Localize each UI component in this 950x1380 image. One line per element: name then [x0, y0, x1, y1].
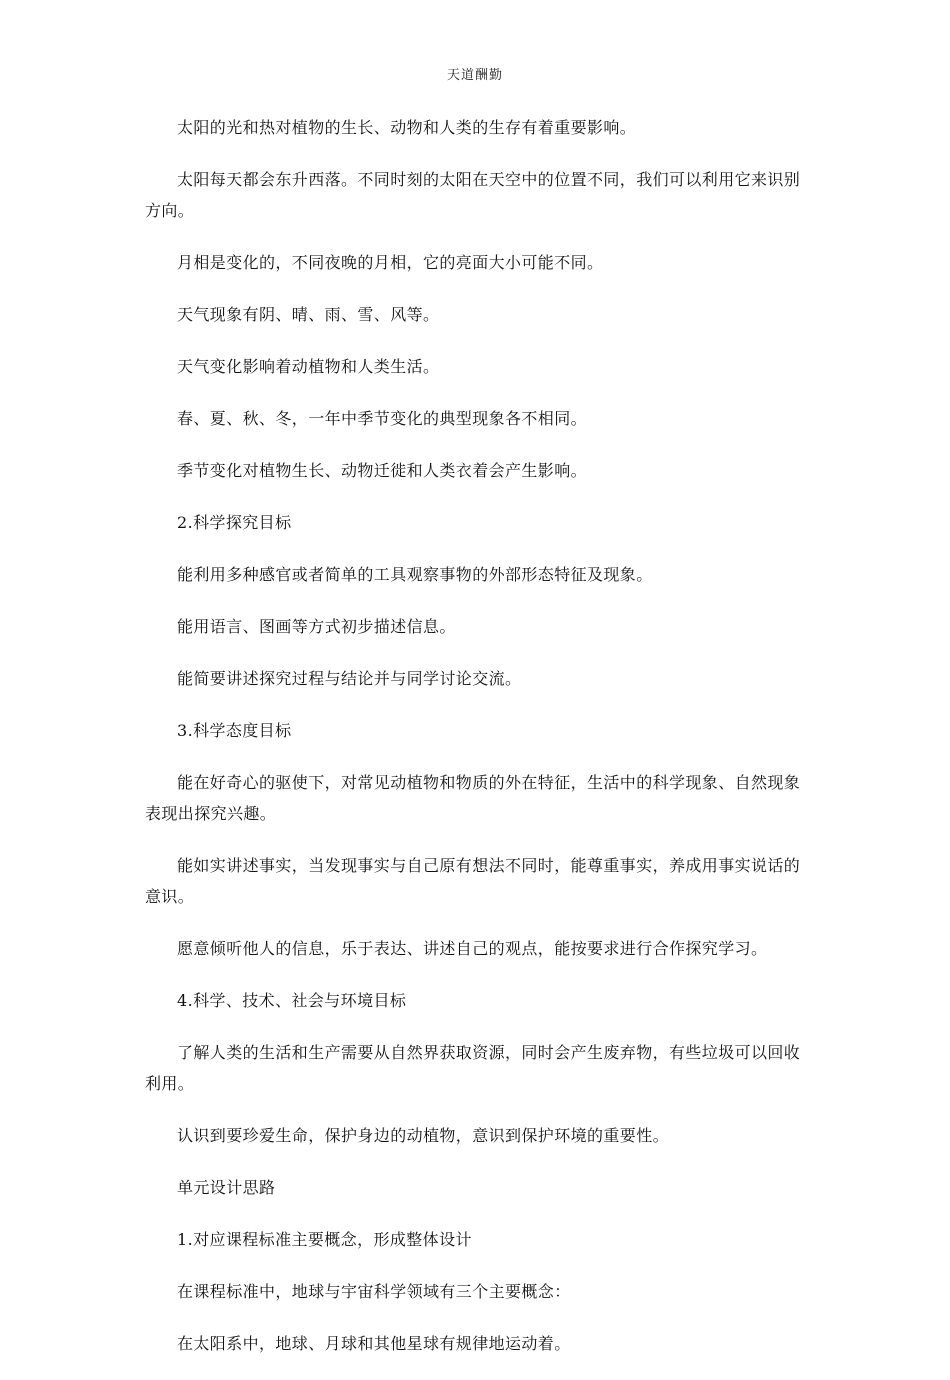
paragraph: 能用语言、图画等方式初步描述信息。: [177, 617, 456, 636]
paragraph: 天气现象有阴、晴、雨、雪、风等。: [177, 305, 440, 324]
paragraph: 天气变化影响着动植物和人类生活。: [177, 357, 440, 376]
document-body: [145, 112, 805, 1380]
section-heading: 2.科学探究目标: [177, 513, 292, 532]
paragraph: 在课程标准中，地球与宇宙科学领域有三个主要概念：: [177, 1282, 571, 1301]
paragraph: 春、夏、秋、冬，一年中季节变化的典型现象各不相同。: [177, 409, 588, 428]
paragraph: 了解人类的生活和生产需要从自然界获取资源，同时会产生废弃物，有些垃圾可以回收利用。: [145, 1043, 801, 1093]
paragraph: 愿意倾听他人的信息，乐于表达、讲述自己的观点，能按要求进行合作探究学习。: [177, 939, 768, 958]
paragraph: 能简要讲述探究过程与结论并与同学讨论交流。: [177, 669, 522, 688]
paragraph: 能利用多种感官或者简单的工具观察事物的外部形态特征及现象。: [177, 565, 653, 584]
section-heading: 3.科学态度目标: [177, 721, 292, 740]
section-heading: 单元设计思路: [177, 1178, 276, 1197]
paragraph: 季节变化对植物生长、动物迁徙和人类衣着会产生影响。: [177, 461, 588, 480]
paragraph: 能在好奇心的驱使下，对常见动植物和物质的外在特征，生活中的科学现象、自然现象表现出探究兴趣。: [145, 773, 801, 823]
paragraph: 能如实讲述事实，当发现事实与自己原有想法不同时，能尊重事实，养成用事实说话的意识。: [145, 856, 801, 906]
paragraph: 在太阳系中，地球、月球和其他星球有规律地运动着。: [177, 1334, 571, 1353]
section-heading: 4.科学、技术、社会与环境目标: [177, 991, 407, 1010]
page-header: 天道酬勤: [446, 68, 503, 83]
section-heading: 1.对应课程标准主要概念，形成整体设计: [177, 1230, 472, 1249]
paragraph: 太阳的光和热对植物的生长、动物和人类的生存有着重要影响。: [177, 118, 637, 137]
paragraph: 月相是变化的，不同夜晚的月相，它的亮面大小可能不同。: [177, 253, 604, 272]
paragraph: 认识到要珍爱生命，保护身边的动植物，意识到保护环境的重要性。: [177, 1126, 670, 1145]
paragraph: 太阳每天都会东升西落。不同时刻的太阳在天空中的位置不同，我们可以利用它来识别方向。: [145, 170, 801, 220]
